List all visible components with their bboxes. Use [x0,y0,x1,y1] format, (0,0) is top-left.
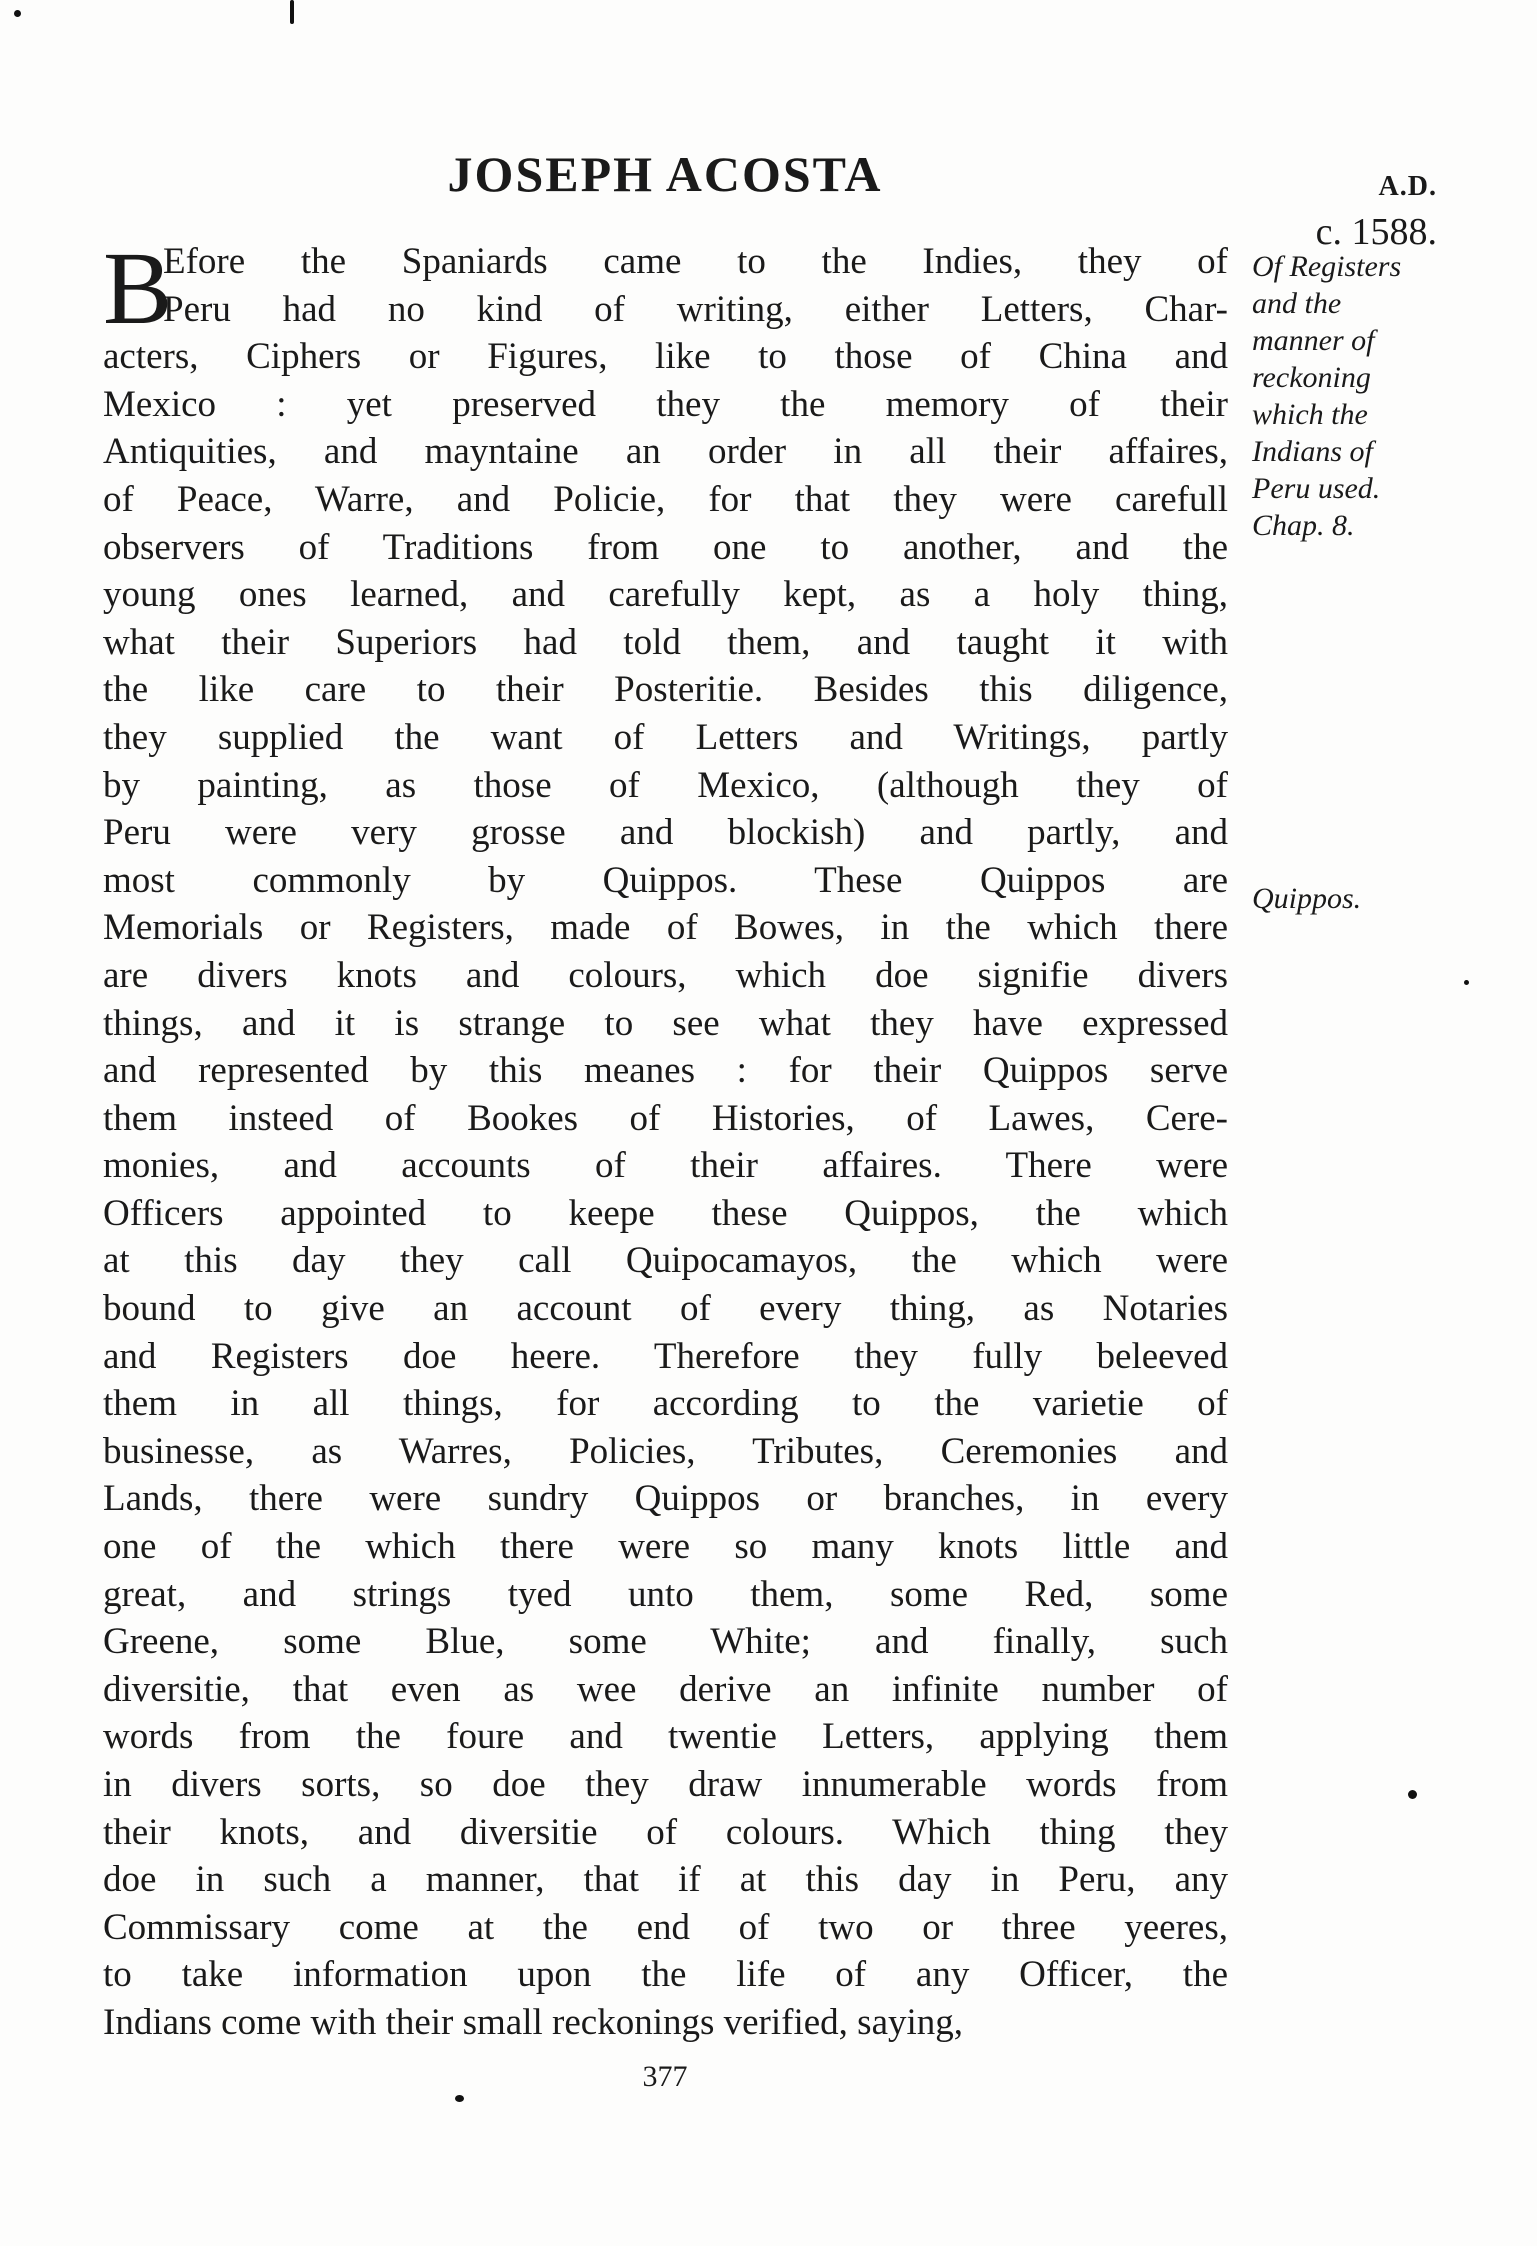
text-line: them insteed of Bookes of Histories, of Lawes, Cere- [103,1097,1228,1139]
margin-note-line: Peru used. [1252,472,1381,505]
scan-speck [14,10,21,17]
page-number: 377 [642,2060,688,2093]
text-line: Commissary come at the end of two or three yeeres, [103,1906,1228,1948]
text-line: words from the foure and twentie Letters, applying them [103,1716,1228,1758]
text-line: most commonly by Quippos. These Quippos are [103,859,1228,901]
text-line: monies, and accounts of their affaires. There were [103,1145,1228,1187]
date-label: A.D. [1378,171,1437,202]
text-line: great, and strings tyed unto them, some Red, some [103,1573,1228,1615]
text-line: and represented by this meanes : for their Quippos serve [103,1050,1228,1092]
text-line: Memorials or Registers, made of Bowes, in the which there [103,907,1228,949]
body-text [103,231,1228,2047]
text-line: Lands, there were sundry Quippos or branches, in every [103,1478,1228,1520]
scan-speck [290,0,294,24]
drop-cap: B [103,231,173,346]
text-line: are divers knots and colours, which doe signifie divers [103,954,1228,996]
text-line: of Peace, Warre, and Policie, for that they were carefull [103,478,1228,520]
text-line: them in all things, for according to the varietie of [103,1383,1228,1425]
text-line: acters, Ciphers or Figures, like to those of China and [103,336,1228,378]
margin-note-line: Of Registers [1252,250,1402,283]
text-line: things, and it is strange to see what they have expressed [103,1002,1228,1044]
text-line: to take information upon the life of any Officer, the [103,1954,1228,1996]
margin-note-registers [1252,248,1401,544]
text-line: young ones learned, and carefully kept, as a holy thing, [103,574,1228,616]
text-line: in divers sorts, so doe they draw innumerable words from [103,1764,1228,1805]
text-line: Antiquities, and mayntaine an order in all their affaires, [103,431,1228,473]
page-title: JOSEPH ACOSTA [447,146,883,202]
margin-note-quippos [1252,880,1361,917]
margin-note-line: which the [1252,398,1368,431]
scan-speck [455,2095,464,2102]
text-line: the like care to their Posteritie. Besides this diligence, [103,669,1228,711]
text-line: by painting, as those of Mexico, (although they of [103,764,1228,806]
margin-note-line: Chap. 8. [1252,509,1355,542]
text-line: Mexico : yet preserved they the memory of their [103,383,1228,425]
text-line: bound to give an account of every thing, as Notaries [103,1288,1228,1330]
text-line: and Registers doe heere. Therefore they fully beleeved [103,1335,1228,1377]
margin-note-line: reckoning [1252,361,1371,394]
text-line: businesse, as Warres, Policies, Tributes, Ceremonies and [103,1430,1228,1472]
text-line: Efore the Spaniards came to the Indies, they of [163,241,1228,282]
date-value: c. 1588. [1315,210,1437,253]
scan-speck [1464,980,1469,985]
text-line: Peru had no kind of writing, either Letters, Char- [163,288,1228,330]
text-line: Officers appointed to keepe these Quippos, the which [103,1192,1228,1234]
margin-note-line: Quippos. [1252,882,1362,915]
text-line: they supplied the want of Letters and Writings, partly [103,716,1228,758]
text-line: diversitie, that even as wee derive an infinite number of [103,1668,1228,1710]
margin-note-line: and the [1252,287,1342,320]
text-line: observers of Traditions from one to another, and the [103,526,1228,568]
text-line: one of the which there were so many knots little and [103,1526,1228,1568]
text-line: at this day they call Quipocamayos, the which were [103,1240,1228,1282]
text-line: doe in such a manner, that if at this day in Peru, any [103,1859,1228,1901]
text-line: Indians come with their small reckonings verified, saying, [103,2001,964,2043]
text-line: Greene, some Blue, some White; and finally, such [103,1621,1228,1663]
date-block [1316,170,1437,255]
text-line: Peru were very grosse and blockish) and partly, and [103,812,1228,854]
scan-speck [1408,1790,1417,1799]
margin-note-line: manner of [1252,324,1375,357]
margin-note-line: Indians of [1252,435,1373,468]
text-line: their knots, and diversitie of colours. Which thing they [103,1811,1228,1853]
text-line: what their Superiors had told them, and taught it with [103,621,1228,663]
